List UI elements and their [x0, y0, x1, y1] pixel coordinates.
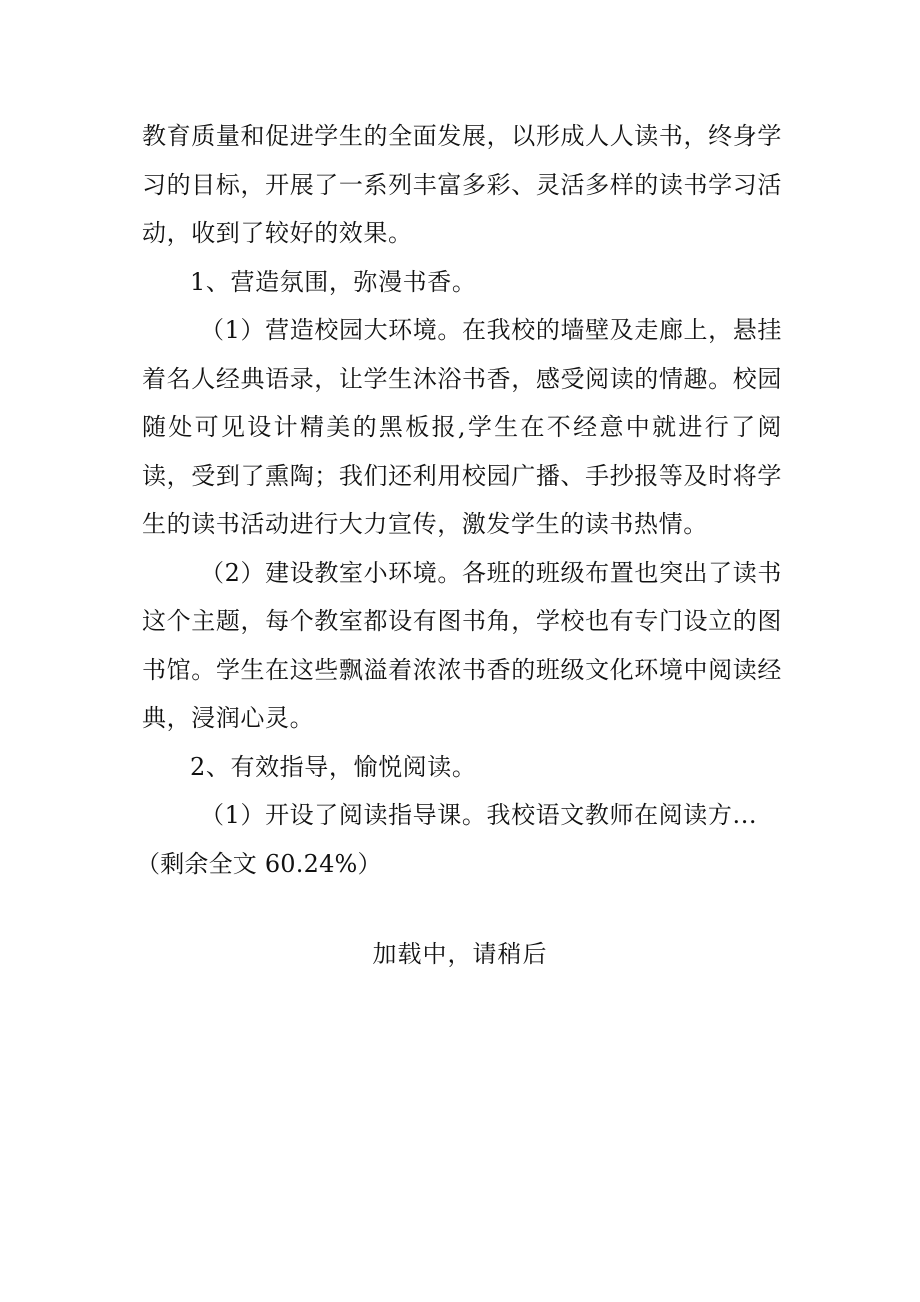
paragraph-campus-environment: （1）营造校园大环境。在我校的墙壁及走廊上，悬挂着名人经典语录，让学生沐浴书香，感受阅读的情趣。校园随处可见设计精美的黑板报,学生在不经意中就进行了阅读，受到了熏陶；我们还利用校园广播、手抄报等及时将学生的读书活动进行大力宣传，激发学生的读书热情。	[142, 316, 782, 538]
paragraph-continuation: 教育质量和促进学生的全面发展，以形成人人读书，终身学习的目标，开展了一系列丰富多彩、灵活多样的读书学习活动，收到了较好的效果。	[142, 122, 782, 247]
paragraph-reading-guidance: （1）开设了阅读指导课。我校语文教师在阅读方...	[200, 801, 758, 829]
loading-indicator: 加载中，请稍后	[372, 940, 548, 968]
section-heading-1: 1、营造氛围，弥漫书香。	[190, 267, 477, 296]
document-body	[136, 112, 782, 888]
section-heading-2: 2、有效指导，愉悦阅读。	[190, 752, 477, 781]
remaining-text-note[interactable]: （剩余全文 60.24%）	[136, 849, 382, 878]
paragraph-classroom-environment: （2）建设教室小环境。各班的班级布置也突出了读书这个主题，每个教室都设有图书角，学校也有专门设立的图书馆。学生在这些飘溢着浓浓书香的班级文化环境中阅读经典，浸润心灵。	[142, 558, 782, 732]
